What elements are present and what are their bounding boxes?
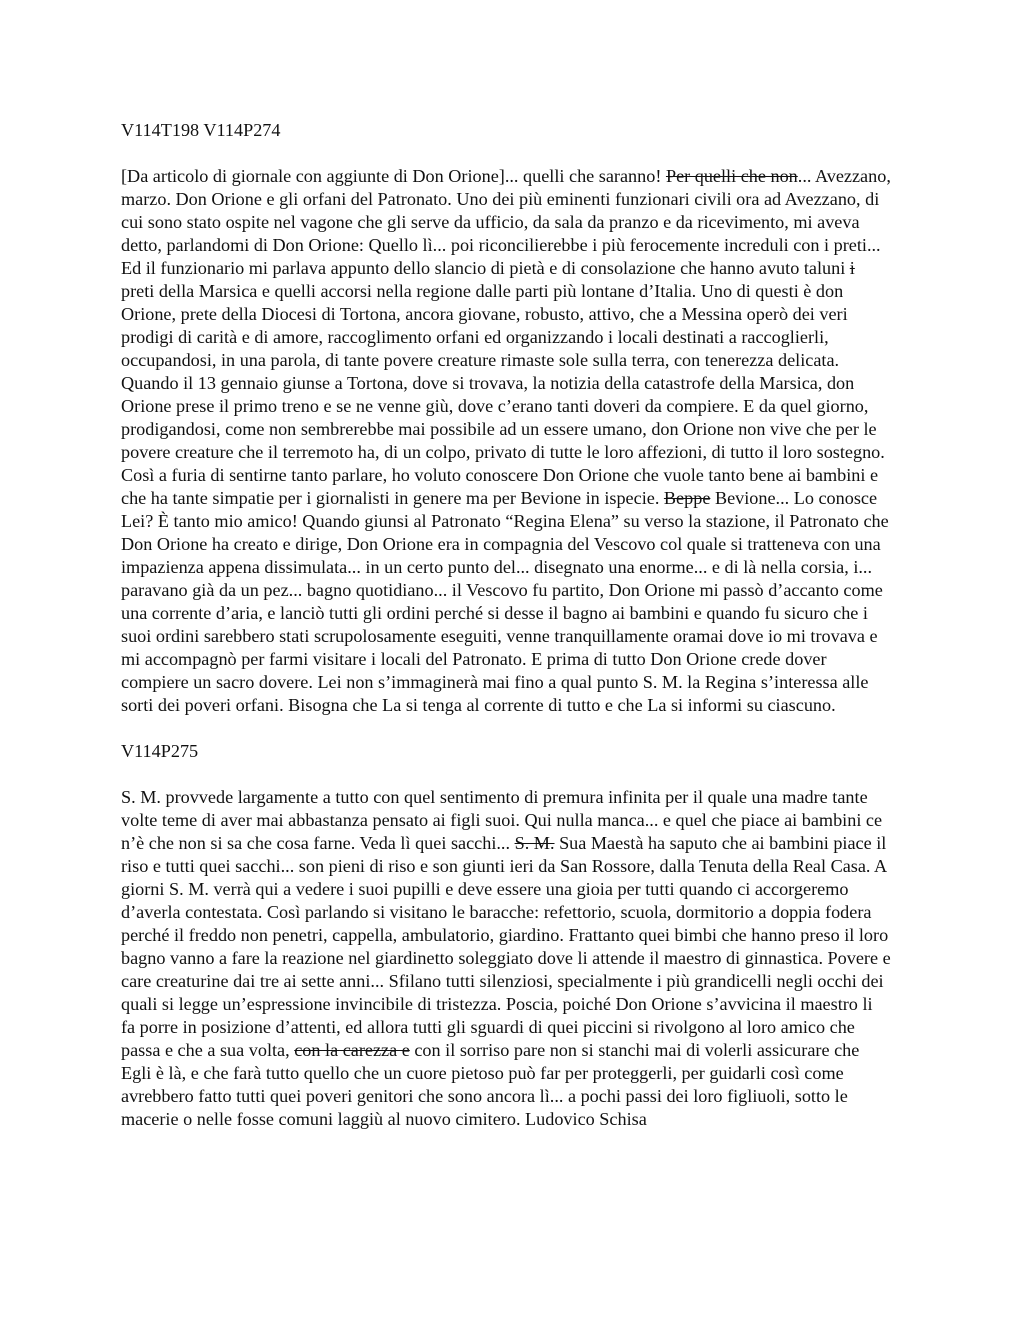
body-text-segment: S. M. provvede largamente a tutto con quel sentimento di premura infinita per il quale una madre tante volte teme di aver mai abbastanza pensato ai figli suoi. Qui nulla manca... e quel che piace ai bambini ce n’è che non si sa che cosa farne. Veda lì quei sacchi...	[121, 787, 883, 853]
document-header-ids: V114T198 V114P274	[121, 120, 281, 140]
article-body-part-1	[121, 165, 891, 717]
body-text-segment: Bevione... Lo conosce Lei? È tanto mio amico! Quando giunsi al Patronato “Regina Elena” su verso la stazione, il Patronato che Don Orione ha creato e dirige, Don Orione era in compagnia del Vescovo col quale si tratteneva con una impazienza appena dissimulata... in un certo punto del... disegnato una enorme... e di là nella corsia, i... paravano già da un pez... bagno quotidiano... il Vescovo fu partito, Don Orione mi passò d’accanto come una corrente d’aria, e lanciò tutti gli ordini perché si desse il bagno ai bambini e quando fu sicuro che i suoi ordini sarebbero stati scrupolosamente eseguiti, venne tranquillamente oramai dove io mi trovava e mi accompagnò per farmi visitare i locali del Patronato. E prima di tutto Don Orione crede dover compiere un sacro dovere. Lei non s’immaginerà mai fino a qual punto S. M. la Regina s’interessa alle sorti dei poveri orfani. Bisogna che La si tenga al corrente di tutto e che La si informi su ciascuno.	[121, 488, 889, 715]
page-section-id: V114P275	[121, 741, 199, 761]
strikethrough-text: Beppe	[663, 488, 711, 508]
strikethrough-text: Per quelli che non	[665, 166, 798, 186]
body-text-segment: con il sorriso pare non si stanchi mai di volerli assicurare che Egli è là, e che farà tutto quello che un cuore pietoso può far per proteggerli, per guidarli così come avrebbero fatto tutti quei poveri genitori che sono ancora lì... a pochi passi dei loro figliuoli, sotto le macerie o nelle fosse comuni laggiù al nuovo cimitero. Ludovico Schisa	[121, 1040, 860, 1129]
document-page	[121, 119, 891, 1154]
body-text-segment: ... Avezzano, marzo. Don Orione e gli orfani del Patronato. Uno dei più eminenti funzionari civili ora ad Avezzano, di cui sono stato ospite nel vagone che gli serve da ufficio, da sala da pranzo e da ricevimento, mi aveva detto, parlandomi di Don Orione: Quello lì... poi riconcilierebbe i più ferocemente increduli con i preti... Ed il funzionario mi parlava appunto dello slancio di pietà e di consolazione che hanno avuto taluni	[121, 166, 891, 278]
article-body-part-2	[121, 786, 891, 1131]
strikethrough-text: i	[849, 258, 855, 278]
body-text-segment: Sua Maestà ha saputo che ai bambini piace il riso e tutti quei sacchi... son pieni di riso e son giunti ieri da San Rossore, dalla Tenuta della Real Casa. A giorni S. M. verrà qui a vedere i suoi pupilli e deve essere una gioia per tutti quando ci accorgeremo d’averla contestata. Così parlando si visitano le baracche: refettorio, scuola, dormitorio a doppia fodera perché il freddo non penetri, cappella, ambulatorio, giardino. Frattanto quei bimbi che hanno preso il loro bagno vanno a fare la reazione nel giardinetto soleggiato dove li attende il maestro di ginnastica. Povere e care creaturine dai tre ai sette anni... Sfilano tutti silenziosi, specialmente i più grandicelli negli occhi dei quali si legge un’espressione invincibile di tristezza. Poscia, poiché Don Orione s’avvicina il maestro li fa porre in posizione d’attenti, ed allora tutti gli sguardi di quei piccini si rivolgono al loro amico che passa e che a sua volta,	[121, 833, 891, 1060]
body-text-segment: preti della Marsica e quelli accorsi nella regione dalle parti più lontane d’Italia. Uno di questi è don Orione, prete della Diocesi di Tortona, ancora giovane, robusto, attivo, che a Messina operò dei veri prodigi di carità e di amore, raccoglimento orfani ed organizzando i locali destinati a raccoglierli, occupandosi, in una parola, di tante povere creature rimaste sole sulla terra, con tenerezza delicata. Quando il 13 gennaio giunse a Tortona, dove si trovava, la notizia della catastrofe della Marsica, don Orione prese il primo treno e se ne venne giù, dove c’erano tanti doveri da compiere. E da quel giorno, prodigandosi, come non sembrerebbe mai possibile ad un essere umano, don Orione non vive che per le povere creature che il terremoto ha, di un colpo, privato di tutte le loro affezioni, di tutto il loro sostegno. Così a furia di sentirne tanto parlare, ho voluto conoscere Don Orione che vuole tanto bene ai bambini e che ha tante simpatie per i giornalisti in genere ma per Bevione in ispecie.	[121, 281, 885, 508]
strikethrough-text: S. M.	[514, 833, 555, 853]
strikethrough-text: con la carezza e	[294, 1040, 410, 1060]
body-text-segment: [Da articolo di giornale con aggiunte di Don Orione]... quelli che saranno!	[121, 166, 666, 186]
